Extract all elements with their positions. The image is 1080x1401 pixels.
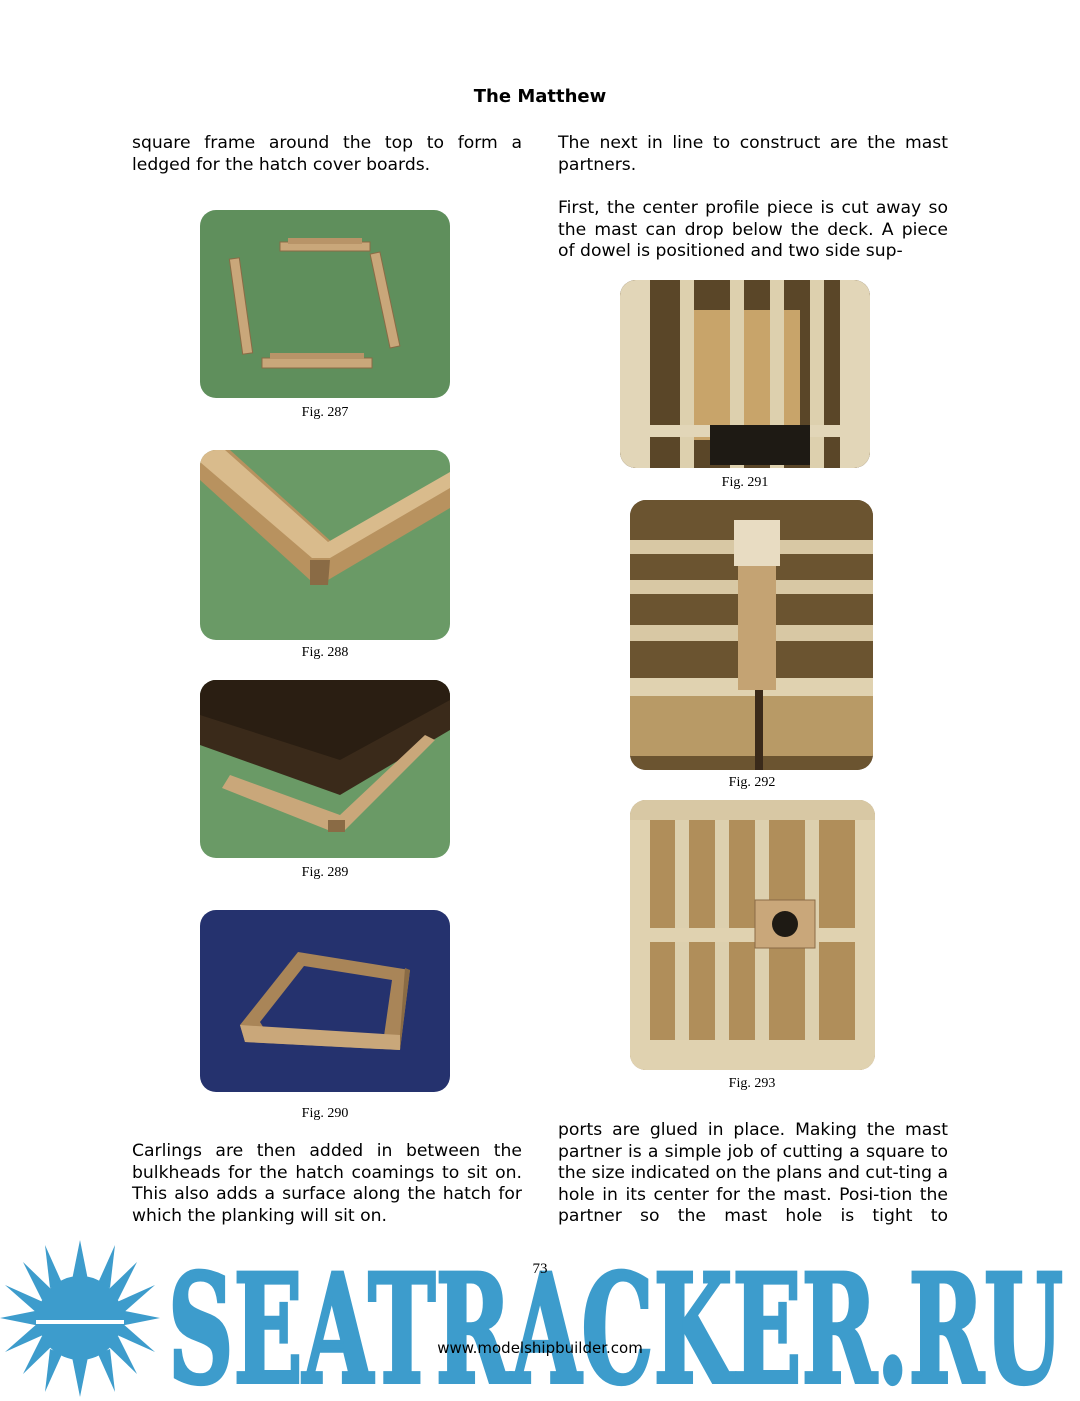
figure-288-caption: Fig. 288 [301,645,349,660]
right-paragraph-1: The next in line to construct are the mast partners. [558,133,948,175]
figure-291-caption: Fig. 291 [721,475,769,490]
watermark-label: SEATRACKER.RU [168,1262,1063,1392]
figure-292-image [630,500,873,770]
page-number: 73 [532,1261,548,1277]
figure-287-caption: Fig. 287 [301,405,349,420]
right-paragraph-2: First, the center profile piece is cut away so the mast can drop below the deck. A piece of dowel is positioned and two side sup- [558,198,948,261]
figure-292-caption: Fig. 292 [728,775,776,790]
figure-291-image [620,280,870,468]
figure-289-caption: Fig. 289 [301,865,349,880]
figure-290-caption: Fig. 290 [301,1106,349,1121]
website-link[interactable]: www.modelshipbuilder.com [437,1339,643,1357]
page-title: The Matthew [473,86,607,107]
figure-288-image [200,450,450,640]
right-paragraph-3: ports are glued in place. Making the mast partner is a simple job of cutting a square to the size indicated on the plans and cut-ting a hole in its center for the mast. Posi-tion the partner so the mast hole is tight to [558,1120,948,1226]
figure-290-image [200,910,450,1092]
figure-293-caption: Fig. 293 [728,1076,776,1091]
figure-293-image [630,800,875,1070]
figure-289-image [200,680,450,858]
left-paragraph-2: Carlings are then added in between the bulkheads for the hatch coamings to sit on. This also adds a surface along the hatch for which the planking will sit on. [132,1141,522,1226]
left-paragraph-1: square frame around the top to form a ledged for the hatch cover boards. [132,133,522,175]
watermark-text [168,1262,1068,1392]
figure-287-image [200,210,450,398]
